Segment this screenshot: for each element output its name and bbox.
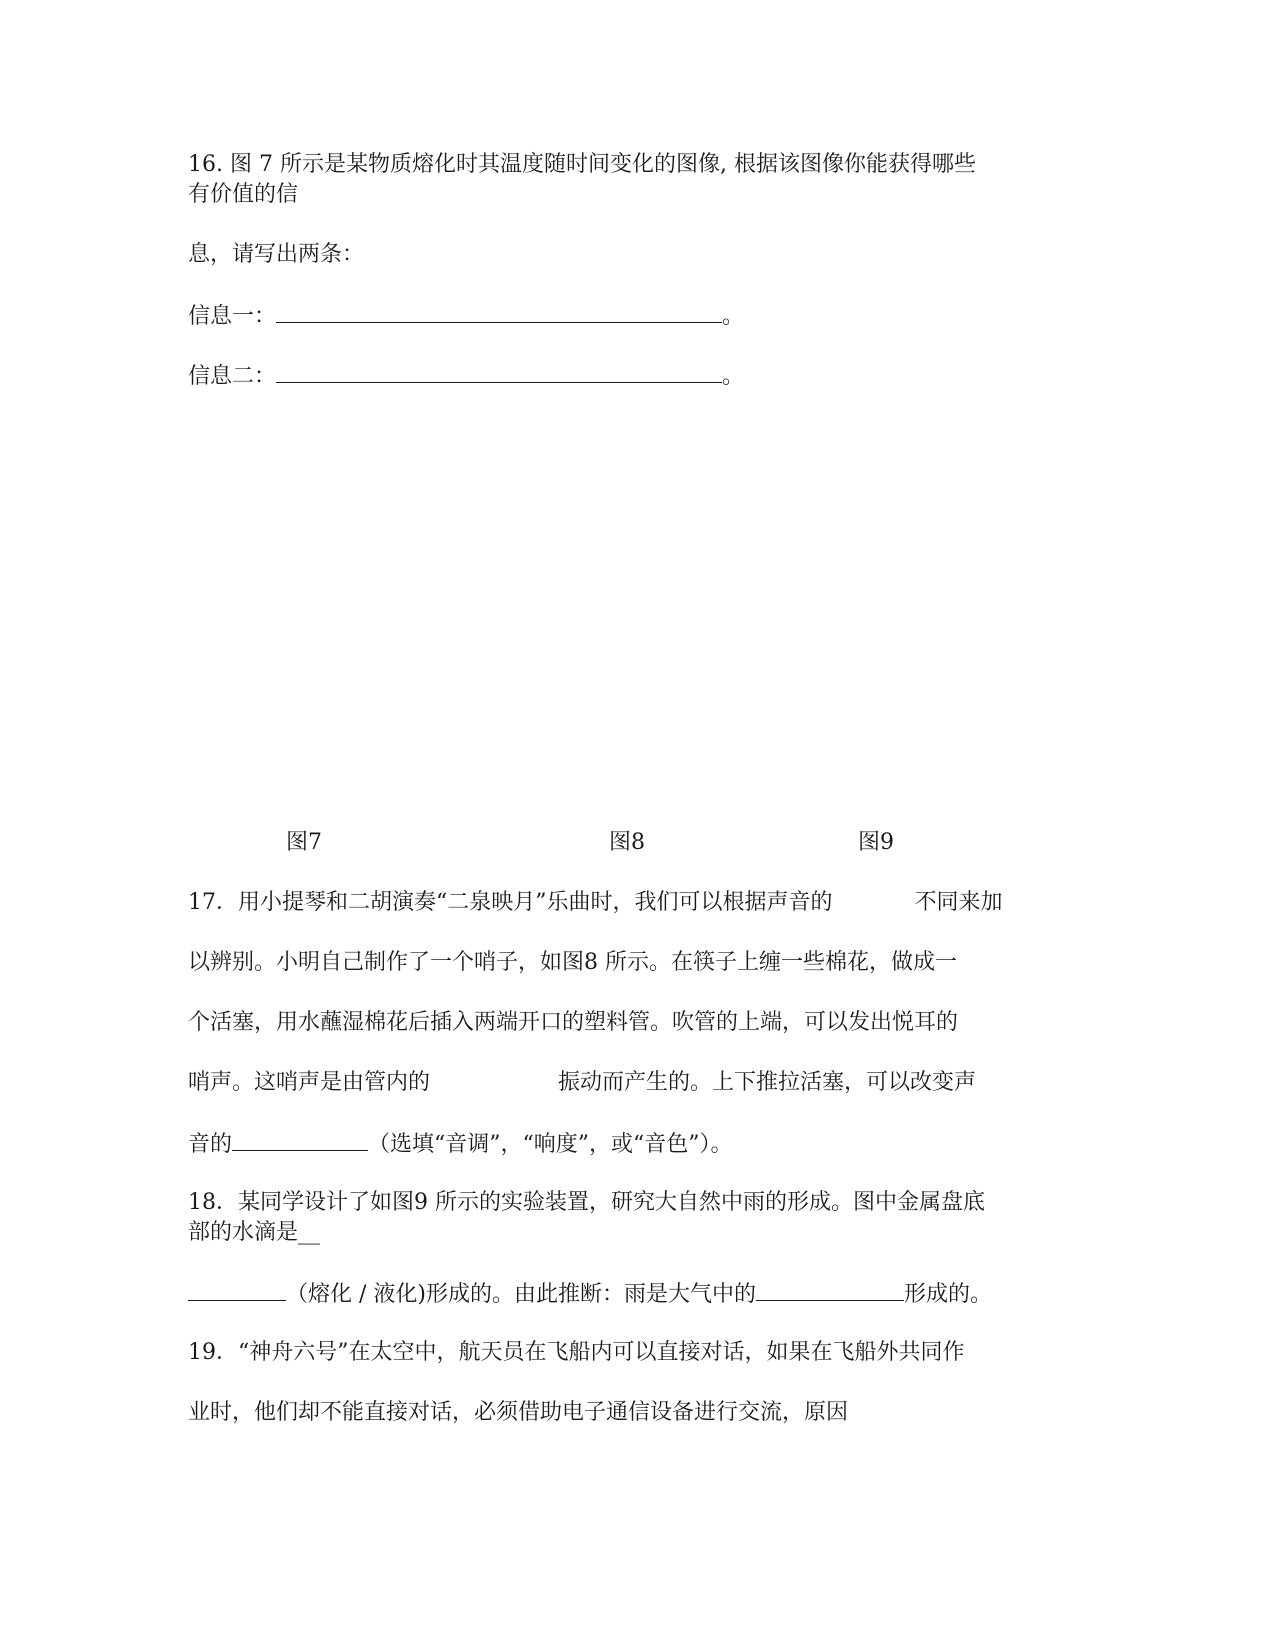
q18-line-3 [188,1278,992,1310]
q17-line-4 [188,1068,976,1098]
q17-line-1-text-a: 17．用小提琴和二胡演奏“二泉映月”乐曲时，我们可以根据声音的 [188,890,833,915]
q16-line-2: 有价值的信 [188,182,299,207]
q18-blank-1[interactable] [188,1278,286,1301]
q16-info-2-row [188,360,744,392]
q17-line-4-text-b: 振动而产生的。上下推拉活塞，可以改变声 [558,1070,977,1095]
q19-line-2: 业时，他们却不能直接对话，必须借助电子通信设备进行交流，原因 [188,1400,849,1425]
figure-8-caption: 图8 [609,830,645,855]
q17-line-5-text-a: 音的 [188,1132,233,1157]
q16-line-1: 16. 图 7 所示是某物质熔化时其温度随时间变化的图像, 根据该图像你能获得哪些 [188,152,976,177]
figure-9-caption: 图9 [858,830,894,855]
q16-info-1-row [188,300,744,332]
info-1-end-mark: 。 [722,304,745,329]
figure-7-caption: 图7 [286,830,322,855]
q18-line-2: 部的水滴是__ [188,1220,321,1245]
info-1-label: 信息一： [188,304,277,329]
q17-line-3: 个活塞，用水蘸湿棉花后插入两端开口的塑料管。吹管的上端，可以发出悦耳的 [188,1010,959,1035]
q17-line-1 [188,888,1003,918]
q17-line-4-text-a: 哨声。这哨声是由管内的 [188,1070,431,1095]
q17-line-5 [188,1128,733,1160]
q17-line-2: 以辨别。小明自己制作了一个哨子，如图8 所示。在筷子上缠一些棉花，做成一 [188,950,957,975]
q18-line-1: 18．某同学设计了如图9 所示的实验装置，研究大自然中雨的形成。图中金属盘底 [188,1190,985,1215]
info-2-end-mark: 。 [722,364,745,389]
q16-line-3: 息，请写出两条： [188,242,365,267]
q17-line-5-text-b: （选填“音调”，“响度”，或“音色”）。 [368,1132,733,1157]
q18-line-3-text-b: 形成的。 [903,1282,992,1307]
info-2-label: 信息二： [188,364,277,389]
q19-line-1: 19．“神舟六号”在太空中，航天员在飞船内可以直接对话，如果在飞船外共同作 [188,1340,965,1365]
q18-line-3-text-a: （熔化 / 液化)形成的。由此推断：雨是大气中的 [286,1282,756,1307]
q17-blank-3[interactable] [232,1128,368,1151]
info-2-answer-blank[interactable] [276,360,722,383]
info-1-answer-blank[interactable] [276,300,722,323]
q18-blank-2[interactable] [756,1278,904,1301]
q17-line-1-text-b: 不同来加 [914,890,1003,915]
